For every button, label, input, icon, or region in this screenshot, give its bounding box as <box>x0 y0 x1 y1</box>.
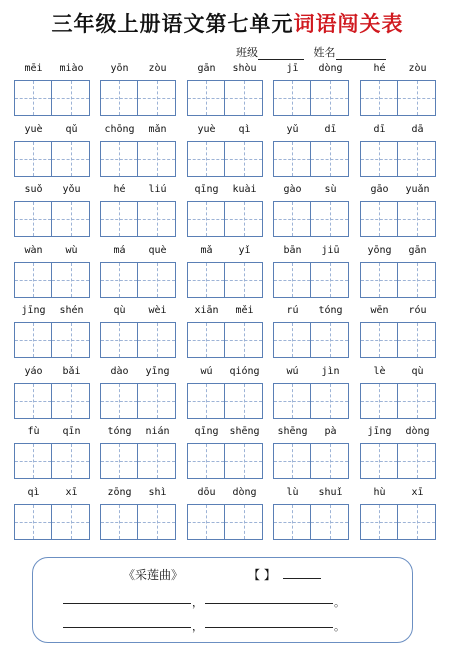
writing-cell[interactable] <box>273 322 311 358</box>
pinyin-syllable: miào <box>59 63 84 74</box>
writing-cell[interactable] <box>100 383 138 419</box>
pinyin-syllable: dào <box>110 365 129 377</box>
writing-cell[interactable] <box>225 504 263 540</box>
pinyin-syllable: dī <box>373 123 386 135</box>
writing-cell[interactable] <box>398 504 436 540</box>
pinyin-syllable: gān <box>408 244 427 256</box>
pinyin-syllable: qīn <box>62 426 81 437</box>
writing-cell[interactable] <box>187 443 225 479</box>
writing-cell[interactable] <box>100 141 138 177</box>
pinyin-syllable: dī <box>324 123 337 135</box>
pinyin-syllable: qióng <box>229 365 260 377</box>
writing-cell[interactable] <box>225 443 263 479</box>
answer-line-2b[interactable] <box>205 626 333 628</box>
pinyin-syllable: xī <box>411 486 424 498</box>
writing-cell[interactable] <box>311 262 349 298</box>
writing-cell[interactable] <box>398 383 436 419</box>
pinyin-syllable: sù <box>324 184 337 195</box>
pinyin-syllable: róu <box>408 305 427 316</box>
pinyin-syllable: shuǐ <box>318 486 343 498</box>
writing-cell[interactable] <box>311 80 349 116</box>
writing-cell[interactable] <box>311 504 349 540</box>
student-info <box>236 44 386 60</box>
pinyin-syllable: zòu <box>408 63 427 74</box>
writing-cell[interactable] <box>398 322 436 358</box>
writing-cell[interactable] <box>273 262 311 298</box>
writing-cell[interactable] <box>138 443 176 479</box>
pinyin-syllable: jīng <box>21 305 46 316</box>
pinyin-syllable: dòng <box>232 486 257 498</box>
pinyin-syllable: qīng <box>194 426 219 437</box>
writing-cell[interactable] <box>14 322 52 358</box>
writing-cell[interactable] <box>14 141 52 177</box>
pinyin-syllable: yáo <box>24 365 43 377</box>
writing-cell[interactable] <box>14 504 52 540</box>
pinyin-syllable: qǔ <box>65 123 78 135</box>
pinyin-syllable: hé <box>113 184 126 195</box>
writing-cell[interactable] <box>225 141 263 177</box>
writing-cell[interactable] <box>14 201 52 237</box>
pinyin-syllable: dōu <box>197 486 216 498</box>
writing-cell[interactable] <box>225 262 263 298</box>
writing-cell[interactable] <box>52 201 90 237</box>
pinyin-syllable: mēi <box>24 63 43 74</box>
pinyin-syllable: yōn <box>110 63 129 74</box>
writing-cell[interactable] <box>311 443 349 479</box>
writing-cell[interactable] <box>360 322 398 358</box>
writing-cell[interactable] <box>100 504 138 540</box>
pinyin-syllable: wàn <box>24 244 43 256</box>
class-label: 班级 <box>236 46 258 59</box>
writing-cell[interactable] <box>52 443 90 479</box>
pinyin-syllable: liú <box>148 184 167 195</box>
period-2: 。 <box>334 620 345 633</box>
pinyin-syllable: qù <box>411 365 424 377</box>
writing-cell[interactable] <box>360 383 398 419</box>
pinyin-syllable: tóng <box>107 426 132 437</box>
writing-cell[interactable] <box>100 201 138 237</box>
pinyin-syllable: gāo <box>370 184 389 195</box>
pinyin-syllable: shì <box>148 486 167 498</box>
period-1: 。 <box>334 596 345 609</box>
pinyin-syllable: yuè <box>24 123 43 135</box>
writing-cell[interactable] <box>100 322 138 358</box>
writing-cell[interactable] <box>52 262 90 298</box>
writing-cell[interactable] <box>273 80 311 116</box>
writing-cell[interactable] <box>138 141 176 177</box>
class-blank[interactable] <box>258 47 304 60</box>
pinyin-syllable: chōng <box>104 123 135 135</box>
pinyin-syllable: qì <box>238 123 251 135</box>
writing-cell[interactable] <box>187 383 225 419</box>
pinyin-syllable: yuǎn <box>405 184 430 195</box>
writing-cell[interactable] <box>14 262 52 298</box>
pinyin-syllable: yōng <box>367 244 392 256</box>
writing-cell[interactable] <box>187 141 225 177</box>
pinyin-syllable: yǔ <box>286 123 299 135</box>
writing-cell[interactable] <box>187 201 225 237</box>
pinyin-syllable: jī <box>286 63 299 74</box>
name-blank[interactable] <box>336 47 386 60</box>
writing-cell[interactable] <box>52 383 90 419</box>
writing-cell[interactable] <box>360 80 398 116</box>
pinyin-syllable: yīng <box>145 365 170 377</box>
writing-cell[interactable] <box>273 201 311 237</box>
pinyin-syllable: rú <box>286 305 299 316</box>
poem-title: 《采莲曲》 <box>123 568 184 582</box>
pinyin-syllable: yǐ <box>238 244 251 256</box>
pinyin-syllable: shēng <box>277 426 308 437</box>
bracket-blank[interactable] <box>283 578 321 579</box>
pinyin-syllable: tóng <box>318 305 343 316</box>
writing-cell[interactable] <box>360 262 398 298</box>
pinyin-syllable: xiān <box>194 305 219 316</box>
writing-cell[interactable] <box>360 443 398 479</box>
pinyin-syllable: dòng <box>318 63 343 74</box>
writing-cell[interactable] <box>100 443 138 479</box>
writing-cell[interactable] <box>138 80 176 116</box>
writing-cell[interactable] <box>398 443 436 479</box>
writing-cell[interactable] <box>311 141 349 177</box>
writing-cell[interactable] <box>138 201 176 237</box>
pinyin-syllable: dòng <box>405 426 430 437</box>
writing-cell[interactable] <box>398 141 436 177</box>
writing-cell[interactable] <box>273 141 311 177</box>
pinyin-syllable: qì <box>27 486 40 498</box>
pinyin-syllable: bǎi <box>62 365 81 377</box>
pinyin-syllable: shēng <box>229 426 260 437</box>
answer-line-1b[interactable] <box>205 602 333 604</box>
poem-bracket: 【 】 <box>248 568 276 582</box>
writing-cell[interactable] <box>52 80 90 116</box>
pinyin-syllable: má <box>113 244 126 256</box>
pinyin-syllable: nián <box>145 426 170 437</box>
pinyin-syllable: gào <box>283 184 302 195</box>
writing-cell[interactable] <box>187 322 225 358</box>
writing-cell[interactable] <box>14 383 52 419</box>
writing-cell[interactable] <box>273 383 311 419</box>
pinyin-syllable: fù <box>27 426 40 437</box>
comma-1: ， <box>192 596 203 609</box>
pinyin-syllable: xī <box>65 486 78 498</box>
writing-cell[interactable] <box>52 504 90 540</box>
pinyin-syllable: mǎn <box>148 123 167 135</box>
pinyin-syllable: wú <box>200 365 213 377</box>
pinyin-syllable: dā <box>411 123 424 135</box>
pinyin-syllable: hù <box>373 486 386 498</box>
writing-cell[interactable] <box>100 262 138 298</box>
writing-cell[interactable] <box>225 201 263 237</box>
pinyin-syllable: wù <box>65 244 78 256</box>
pinyin-syllable: bān <box>283 244 302 256</box>
writing-cell[interactable] <box>100 80 138 116</box>
pinyin-syllable: pà <box>324 426 337 437</box>
pinyin-syllable: wèi <box>148 305 167 316</box>
pinyin-syllable: wú <box>286 365 299 377</box>
writing-cell[interactable] <box>52 141 90 177</box>
pinyin-syllable: lù <box>286 486 299 498</box>
writing-cell[interactable] <box>138 322 176 358</box>
writing-cell[interactable] <box>360 504 398 540</box>
writing-cell[interactable] <box>311 383 349 419</box>
writing-cell[interactable] <box>225 383 263 419</box>
pinyin-syllable: suǒ <box>24 184 43 195</box>
pinyin-syllable: wēn <box>370 305 389 316</box>
writing-cell[interactable] <box>225 80 263 116</box>
poem-box <box>32 557 413 643</box>
writing-cell[interactable] <box>14 80 52 116</box>
writing-cell[interactable] <box>398 201 436 237</box>
pinyin-syllable: kuài <box>232 184 257 195</box>
writing-cell[interactable] <box>360 141 398 177</box>
pinyin-syllable: jīng <box>367 426 392 437</box>
writing-cell[interactable] <box>14 443 52 479</box>
pinyin-syllable: què <box>148 244 167 256</box>
answer-line-1a[interactable] <box>63 602 191 604</box>
name-label: 姓名 <box>313 46 336 59</box>
pinyin-syllable: shòu <box>232 63 257 74</box>
pinyin-syllable: mǎ <box>200 244 213 256</box>
writing-cell[interactable] <box>311 322 349 358</box>
pinyin-syllable: měi <box>235 305 254 316</box>
pinyin-syllable: gān <box>197 63 216 74</box>
pinyin-syllable: shén <box>59 305 84 316</box>
title-highlight: 词语闯关表 <box>293 11 404 36</box>
pinyin-syllable: yǒu <box>62 184 81 195</box>
pinyin-syllable: zòu <box>148 63 167 74</box>
pinyin-syllable: lè <box>373 365 386 377</box>
pinyin-syllable: qù <box>113 305 126 316</box>
writing-cell[interactable] <box>398 262 436 298</box>
pinyin-syllable: jìn <box>321 365 340 377</box>
writing-cell[interactable] <box>187 262 225 298</box>
page-title <box>0 8 455 38</box>
pinyin-syllable: hé <box>373 63 386 74</box>
writing-cell[interactable] <box>273 443 311 479</box>
writing-cell[interactable] <box>52 322 90 358</box>
pinyin-syllable: yuè <box>197 123 216 135</box>
writing-cell[interactable] <box>311 201 349 237</box>
writing-cell[interactable] <box>187 80 225 116</box>
title-main: 三年级上册语文第七单元 <box>51 11 294 36</box>
answer-line-2a[interactable] <box>63 626 191 628</box>
writing-cell[interactable] <box>360 201 398 237</box>
writing-cell[interactable] <box>273 504 311 540</box>
writing-cell[interactable] <box>138 262 176 298</box>
writing-cell[interactable] <box>187 504 225 540</box>
writing-cell[interactable] <box>138 383 176 419</box>
pinyin-syllable: jiū <box>321 244 340 256</box>
writing-cell[interactable] <box>138 504 176 540</box>
comma-2: ， <box>192 620 203 633</box>
writing-cell[interactable] <box>225 322 263 358</box>
pinyin-syllable: qīng <box>194 184 219 195</box>
writing-cell[interactable] <box>398 80 436 116</box>
pinyin-syllable: zōng <box>107 486 132 498</box>
